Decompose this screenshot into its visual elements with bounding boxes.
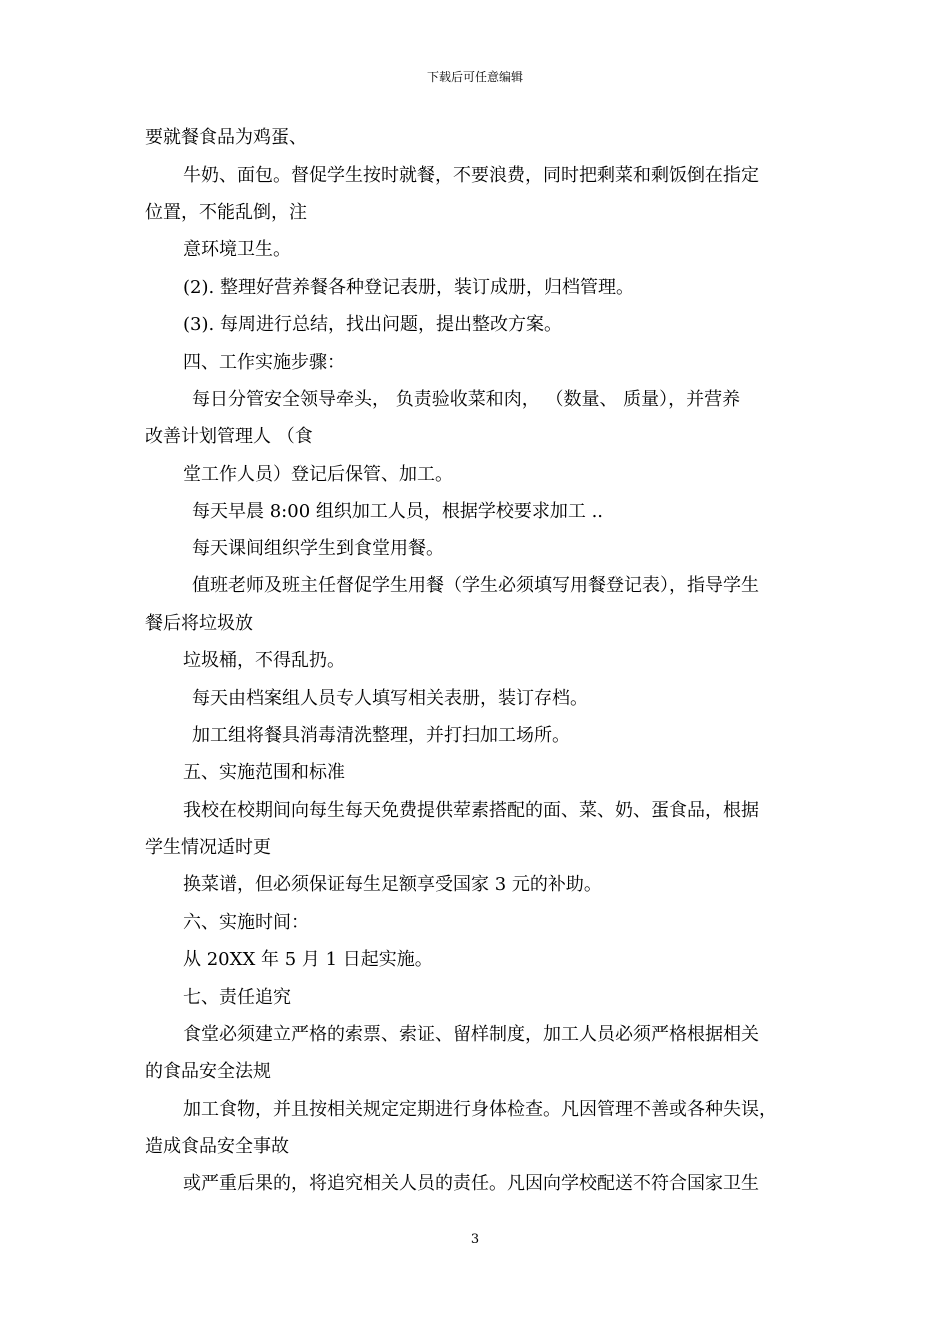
text-line: 造成食品安全事故 [145, 1136, 289, 1157]
text-line: 每天课间组织学生到食堂用餐。 [192, 538, 444, 559]
text-line: 改善计划管理人 （食 [145, 426, 313, 447]
text-line: 的食品安全法规 [145, 1061, 271, 1082]
text-line: 换菜谱，但必须保证每生足额享受国家 3 元的补助。 [183, 874, 602, 895]
text-line: 食堂必须建立严格的索票、索证、留样制度，加工人员必须严格根据相关 [183, 1024, 759, 1045]
text-line: 位置，不能乱倒，注 [145, 202, 307, 223]
text-line: 垃圾桶，不得乱扔。 [183, 650, 345, 671]
section-heading: 六、实施时间： [183, 912, 309, 933]
page-number: 3 [470, 1232, 480, 1247]
text-line: 加工组将餐具消毒清洗整理，并打扫加工场所。 [192, 725, 570, 746]
text-line: 学生情况适时更 [145, 837, 271, 858]
section-heading: 四、工作实施步骤： [183, 352, 345, 373]
section-heading: 五、实施范围和标准 [183, 762, 345, 783]
text-line: 堂工作人员）登记后保管、加工。 [183, 464, 453, 485]
text-line: 意环境卫生。 [183, 239, 291, 260]
text-line: 餐后将垃圾放 [145, 613, 253, 634]
section-heading: 七、责任追究 [183, 987, 291, 1008]
text-line: 牛奶、面包。督促学生按时就餐，不要浪费，同时把剩菜和剩饭倒在指定 [183, 165, 759, 186]
text-line: 每日分管安全领导牵头， 负责验收菜和肉， （数量、 质量），并营养 [192, 389, 741, 410]
text-line: (2). 整理好营养餐各种登记表册，装订成册，归档管理。 [183, 277, 634, 298]
text-line: 每天早晨 8:00 组织加工人员，根据学校要求加工 .. [192, 501, 604, 522]
text-line: 或严重后果的，将追究相关人员的责任。凡因向学校配送不符合国家卫生 [183, 1173, 759, 1194]
text-line: 我校在校期间向每生每天免费提供荤素搭配的面、菜、奶、蛋食品，根据 [183, 800, 759, 821]
text-line: 值班老师及班主任督促学生用餐（学生必须填写用餐登记表），指导学生 [192, 575, 759, 596]
text-line: 要就餐食品为鸡蛋、 [145, 127, 307, 148]
text-line: 每天由档案组人员专人填写相关表册，装订存档。 [192, 688, 588, 709]
text-line: 从 20XX 年 5 月 1 日起实施。 [183, 949, 433, 970]
text-line: (3). 每周进行总结，找出问题，提出整改方案。 [183, 314, 562, 335]
text-line: 加工食物，并且按相关规定定期进行身体检查。凡因管理不善或各种失误， [183, 1099, 777, 1120]
page-header: 下载后可任意编辑 [426, 70, 523, 84]
